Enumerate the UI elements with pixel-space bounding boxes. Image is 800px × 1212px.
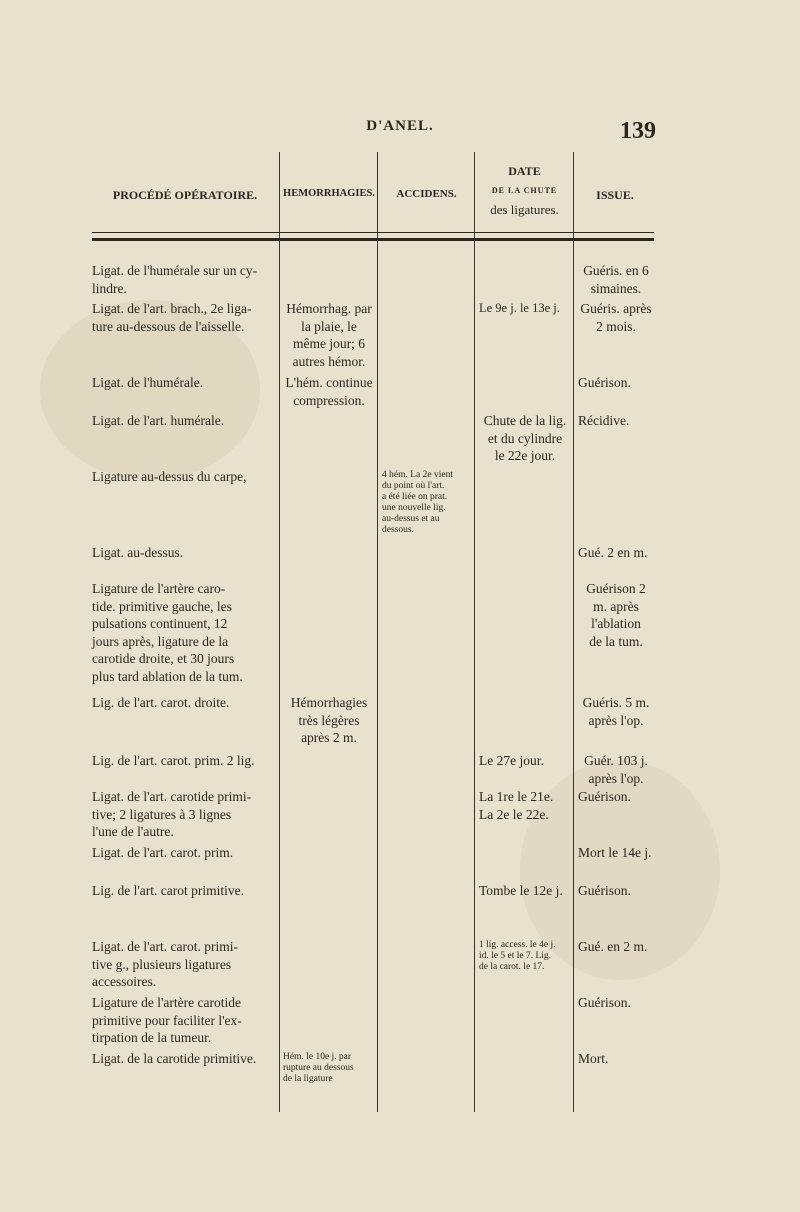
row-9-procede: Lig. de l'art. carot. prim. 2 lig. [92,753,255,768]
row-12-date: Tombe le 12e j. [479,883,563,898]
row-10-procede: Ligat. de l'art. carotide primi- tive; 2 ligatures à 3 lignes l'une de l'autre. [92,789,252,839]
row-1-procede: Ligat. de l'humérale sur un cy- lindre. [92,263,258,296]
header-issue: ISSUE. [596,188,634,202]
row-8-procede: Lig. de l'art. carot. droite. [92,695,230,710]
header-date-line1: DATE [508,164,541,178]
row-10-date: La 1re le 21e. La 2e le 22e. [479,789,554,822]
row-3-issue: Guérison. [578,375,631,390]
row-14-issue: Guérison. [578,995,631,1010]
row-14-procede: Ligature de l'artère carotide primitive pour faciliter l'ex- tirpation de la tumeur. [92,995,242,1045]
row-13-date: 1 lig. access. le 4e j. id. le 5 et le 7. Lig. de la carot. le 17. [479,940,556,972]
header-rule-thin [92,232,654,233]
row-1-issue: Guéris. en 6 simaines. [583,263,649,296]
header-date-line3: des ligatures. [490,201,559,217]
row-8-issue: Guéris. 5 m. après l'op. [582,695,650,728]
column-separator [377,152,378,1112]
row-10-issue: Guérison. [578,789,631,804]
header-procede: PROCÉDÉ OPÉRATOIRE. [112,188,258,202]
header-date-line2: DE LA CHUTE [491,185,558,195]
running-head: D'ANEL. [366,118,434,134]
row-12-issue: Guérison. [578,883,631,898]
row-2-issue: Guéris. après 2 mois. [580,301,652,334]
row-15-hemorrhagies: Hém. le 10e j. par rupture au dessous de la ligature [283,1052,354,1084]
header-date [476,160,573,223]
row-5-procede: Ligature au-dessus du carpe, [92,469,247,484]
row-2-hemorrhagies: Hémorrhag. par la plaie, le même jour; 6 autres hémor. [286,301,372,369]
row-2-date: Le 9e j. le 13e j. [479,301,560,315]
row-15-procede: Ligat. de la carotide primitive. [92,1051,257,1066]
row-15-issue: Mort. [578,1051,609,1066]
header-hemorrhagies: HEMORRHAGIES. [283,188,375,199]
row-3-procede: Ligat. de l'humérale. [92,375,204,390]
column-separator [573,152,574,1112]
row-11-issue: Mort le 14e j. [578,845,652,860]
row-7-issue: Guérison 2 m. après l'ablation de la tum. [586,581,646,649]
row-13-issue: Gué. en 2 m. [578,939,648,954]
page-number: 139 [620,118,656,144]
header-rule-thick [92,238,654,241]
row-4-procede: Ligat. de l'art. humérale. [92,413,225,428]
row-5-accidens: 4 hém. La 2e vient du point où l'art. a été liée on prat. une nouvelle lig. au-dessus et au dessous. [382,470,453,535]
header-accidens: ACCIDENS. [396,188,457,200]
row-12-procede: Lig. de l'art. carot primitive. [92,883,245,898]
row-13-procede: Ligat. de l'art. carot. primi- tive g., plusieurs ligatures accessoires. [92,939,239,989]
row-11-procede: Ligat. de l'art. carot. prim. [92,845,234,860]
row-4-date: Chute de la lig. et du cylindre le 22e jour. [483,413,567,463]
row-8-hemorrhagies: Hémorrhagies très légères après 2 m. [290,695,368,745]
row-3-hemorrhagies: L'hém. continue compression. [285,375,373,408]
column-separator [279,152,280,1112]
row-9-issue: Guér. 103 j. après l'op. [584,753,648,786]
row-6-issue: Gué. 2 en m. [578,545,648,560]
row-6-procede: Ligat. au-dessus. [92,545,184,560]
row-2-procede: Ligat. de l'art. brach., 2e liga- ture au-dessous de l'aisselle. [92,301,252,334]
row-4-issue: Récidive. [578,413,630,428]
row-7-procede: Ligature de l'artère caro- tide. primitive gauche, les pulsations continuent, 12 jours après, ligature de la carotide droite, et 30 jours plus tard ablation de la tum. [92,581,243,684]
column-separator [474,152,475,1112]
row-9-date: Le 27e jour. [479,753,544,768]
